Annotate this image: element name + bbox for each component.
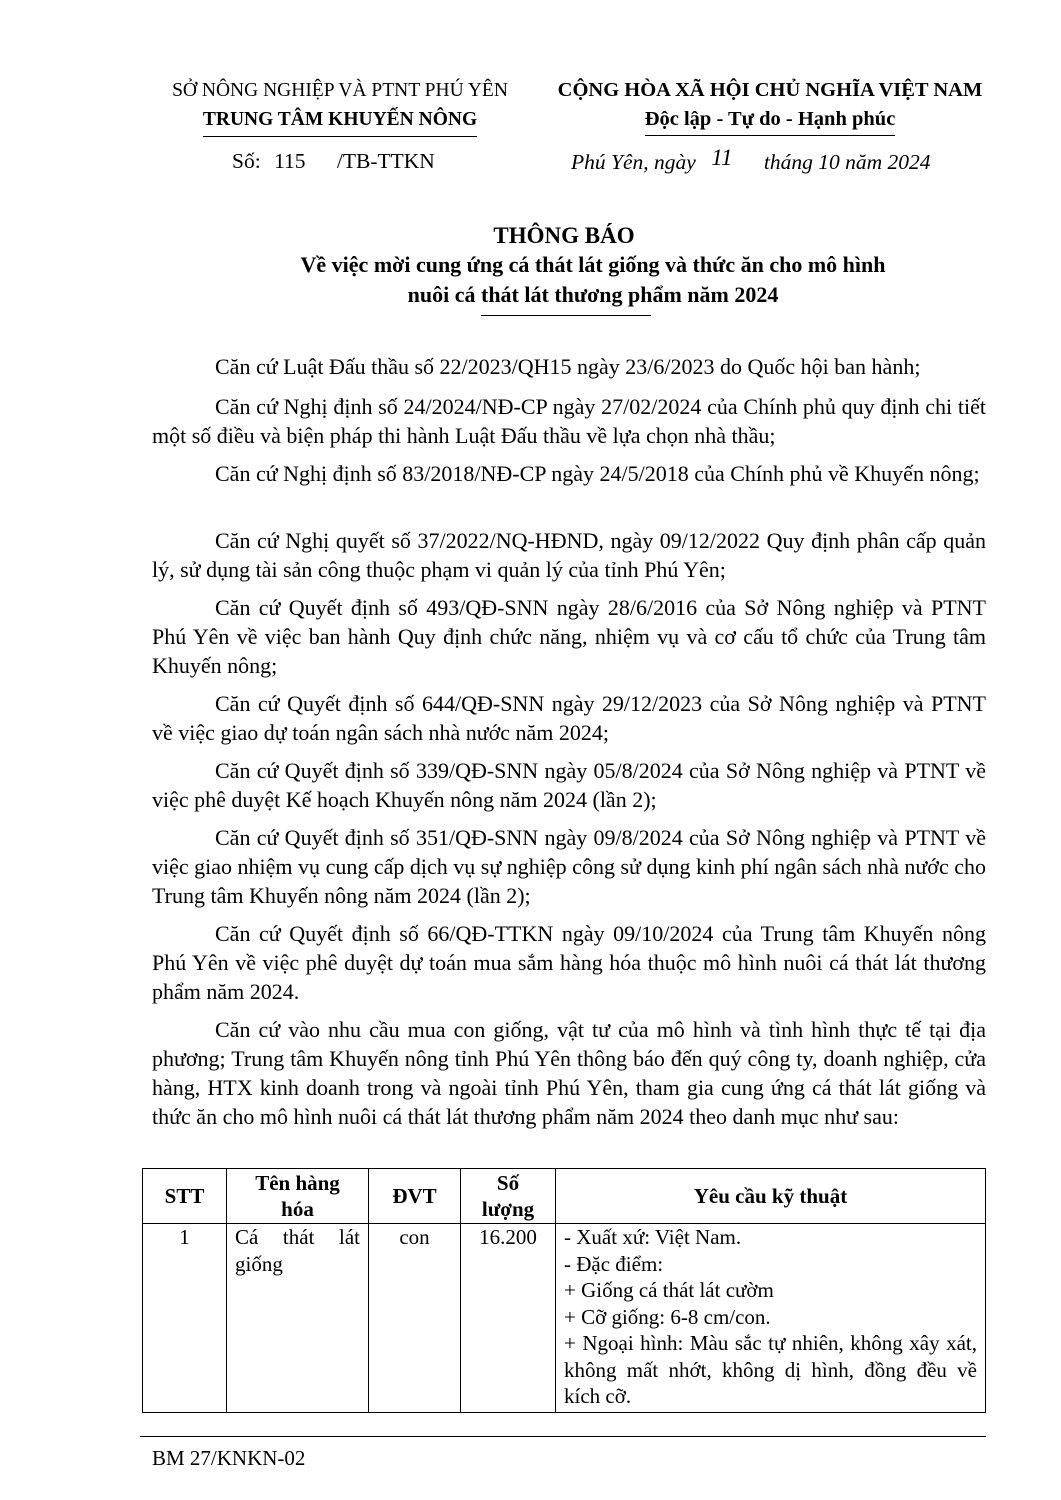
requirement-origin: - Xuất xứ: Việt Nam. bbox=[564, 1225, 742, 1249]
date-place: Phú Yên, ngày bbox=[571, 150, 696, 174]
legal-basis-8: Căn cứ Quyết định số 351/QĐ-SNN ngày 09/8/2024 của Sở Nông nghiệp và PTNT về việc giao nhiệm vụ cung cấp dịch vụ sự nghiệp công sử dụng kinh phí ngân sách nhà nước cho Trung tâm Khuyến nông năm 2024 (lần 2); bbox=[152, 825, 986, 908]
legal-basis-2: Căn cứ Nghị định số 24/2024/NĐ-CP ngày 27/02/2024 của Chính phủ quy định chi tiết một số điều và biện pháp thi hành Luật Đấu thầu về lựa chọn nhà thầu; bbox=[152, 394, 986, 448]
header-quantity: Số lượng bbox=[461, 1169, 556, 1224]
agency-parent: SỞ NÔNG NGHIỆP VÀ PTNT PHÚ YÊN bbox=[172, 80, 508, 101]
legal-basis-4: Căn cứ Nghị quyết số 37/2022/NQ-HĐND, ngày 09/12/2022 Quy định phân cấp quản lý, sử dụng tài sản công thuộc phạm vi quản lý của tỉnh Phú Yên; bbox=[152, 528, 986, 582]
table-row bbox=[143, 1224, 986, 1413]
row-quantity: 16.200 bbox=[461, 1224, 556, 1413]
header-unit: ĐVT bbox=[369, 1169, 461, 1224]
notice-subject-line-2: nuôi cá thát lát thương phẩm năm 2024 bbox=[407, 282, 779, 307]
requirement-features: - Đặc điểm: bbox=[564, 1251, 664, 1276]
document-number bbox=[232, 149, 435, 174]
date-day: 11 bbox=[711, 145, 733, 170]
legal-basis-7: Căn cứ Quyết định số 339/QĐ-SNN ngày 05/8/2024 của Sở Nông nghiệp và PTNT về việc phê duyệt Kế hoạch Khuyến nông năm 2024 (lần 2); bbox=[152, 758, 986, 812]
republic-name: CỘNG HÒA XÃ HỘI CHỦ NGHĨA VIỆT NAM bbox=[557, 79, 983, 101]
legal-basis-1: Căn cứ Luật Đấu thầu số 22/2023/QH15 ngày 23/6/2023 do Quốc hội ban hành; bbox=[215, 354, 921, 379]
requirement-appearance: + Ngoại hình: Màu sắc tự nhiên, không xây xát, không mất nhớt, không dị hình, đồng đều về kích cỡ. bbox=[564, 1331, 977, 1408]
table-header-row bbox=[143, 1169, 986, 1224]
header-item-name: Tên hàng hóa bbox=[227, 1169, 369, 1224]
header-stt: STT bbox=[143, 1169, 227, 1224]
legal-basis-6: Căn cứ Quyết định số 644/QĐ-SNN ngày 29/12/2023 của Sở Nông nghiệp và PTNT về việc giao dự toán ngân sách nhà nước năm 2024; bbox=[152, 691, 986, 745]
requirement-size: + Cỡ giống: 6-8 cm/con. bbox=[564, 1304, 771, 1329]
document-date bbox=[571, 145, 931, 175]
legal-basis-5: Căn cứ Quyết định số 493/QĐ-SNN ngày 28/6/2016 của Sở Nông nghiệp và PTNT Phú Yên về việc ban hành Quy định chức năng, nhiệm vụ và cơ cấu tổ chức của Trung tâm Khuyến nông; bbox=[152, 595, 986, 678]
number-suffix: /TB-TTKN bbox=[336, 149, 435, 173]
legal-basis-3: Căn cứ Nghị định số 83/2018/NĐ-CP ngày 24/5/2018 của Chính phủ về Khuyến nông; bbox=[215, 461, 980, 486]
motto: Độc lập - Tự do - Hạnh phúc bbox=[645, 106, 896, 136]
row-requirements bbox=[556, 1224, 986, 1413]
form-code: BM 27/KNKN-02 bbox=[152, 1446, 306, 1470]
notice-subject-line-1: Về việc mời cung ứng cá thát lát giống và thức ăn cho mô hình bbox=[300, 252, 886, 277]
legal-basis-9: Căn cứ Quyết định số 66/QĐ-TTKN ngày 09/10/2024 của Trung tâm Khuyến nông Phú Yên về việc phê duyệt dự toán mua sắm hàng hóa thuộc mô hình nuôi cá thát lát thương phẩm năm 2024. bbox=[152, 921, 986, 1004]
goods-table bbox=[142, 1168, 986, 1413]
announcement-paragraph: Căn cứ vào nhu cầu mua con giống, vật tư của mô hình và tình hình thực tế tại địa phương; Trung tâm Khuyến nông tỉnh Phú Yên thông báo đến quý công ty, doanh nghiệp, cửa hàng, HTX kinh doanh trong và ngoài tỉnh Phú Yên, tham gia cung ứng cá thát lát giống và thức ăn cho mô hình nuôi cá thát lát thương phẩm năm 2024 theo danh mục như sau: bbox=[152, 1017, 986, 1129]
number-prefix: Số: bbox=[232, 149, 261, 173]
agency-name: TRUNG TÂM KHUYẾN NÔNG bbox=[203, 107, 477, 137]
number-value: 115 bbox=[274, 149, 306, 173]
agency-block bbox=[140, 76, 540, 137]
title-underline bbox=[481, 315, 651, 316]
row-unit: con bbox=[369, 1224, 461, 1413]
footer-divider bbox=[140, 1436, 986, 1437]
row-item-name: Cá thát lát giống bbox=[227, 1224, 369, 1413]
header-requirements: Yêu cầu kỹ thuật bbox=[556, 1169, 986, 1224]
notice-title: THÔNG BÁO bbox=[493, 223, 635, 248]
national-heading bbox=[540, 76, 1000, 136]
date-rest: tháng 10 năm 2024 bbox=[763, 150, 931, 174]
row-stt: 1 bbox=[143, 1224, 227, 1413]
requirement-breed: + Giống cá thát lát cườm bbox=[564, 1278, 774, 1302]
